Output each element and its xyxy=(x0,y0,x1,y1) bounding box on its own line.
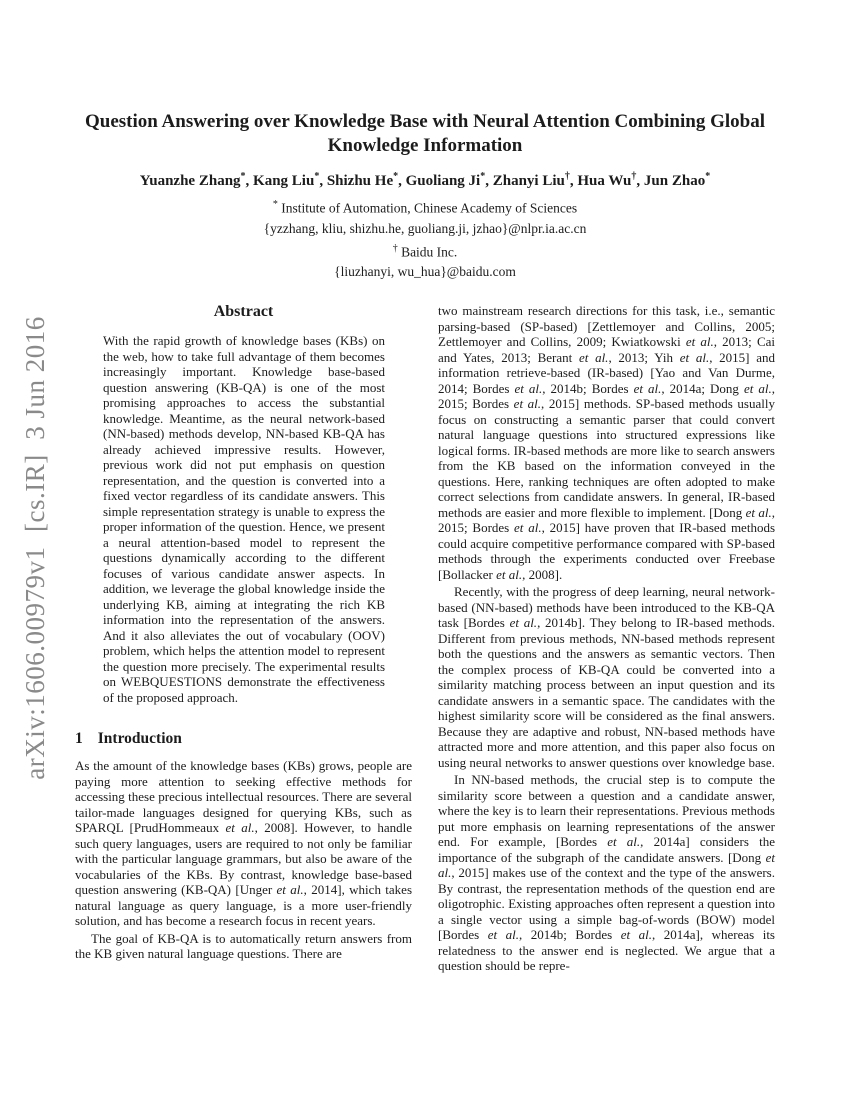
author-mark: * xyxy=(480,171,486,182)
abstract-text: With the rapid growth of knowledge bases (KBs) on the web, how to take full advantage of them becomes increasingly important. Knowledge base-based question answering (KB-QA) is one of the most promising approaches to access the substantial knowledge. Meantime, as the neural network-based (NN-based) methods develop, NN-based KB-QA has already achieved impressive results. However, previous work did not put emphasis on question representation, and the question is converted into a fixed vector regardless of its candidate answers. This simple representation strategy is unable to express the proper information of the question. Hence, we present a neural attention-based model to represent the questions dynamically according to the different focuses of various candidate answer aspects. In addition, we leverage the global knowledge inside the underlying KB, aiming at integrating the rich KB information into the representation of the answers. And it also alleviates the out of vocabulary (OOV) problem, which helps the attention model to represent the question more precisely. The experimental results on WEBQUESTIONS demonstrate the effectiveness of the proposed approach. xyxy=(103,333,385,705)
paragraph: Recently, with the progress of deep learning, neural network-based (NN-based) methods have been introduced to the KB-QA task [Bordes et al., 2014b]. They belong to IR-based methods. Different from previous methods, NN-based methods represent both the questions and the answers as semantic vectors. Then the complex process of KB-QA could be converted into a similarity matching process between an input question and its candidate answers in a semantic space. The candidates with the highest similarity score will be considered as the final answers. Because they are adaptive and robust, NN-based methods have attracted more and more attention, and this paper also focus on using neural networks to answer questions over knowledge base. xyxy=(438,584,775,770)
affiliation-line: {liuzhanyi, wu_hua}@baidu.com xyxy=(334,264,516,279)
author-mark: † xyxy=(631,171,637,182)
paragraph: In NN-based methods, the crucial step is to compute the similarity score between a question and a candidate answer, where the key is to learn their representations. Previous methods put more emphasis on learning representations of the answer end. For example, [Bordes et al., 2014a] considers the importance of the subgraph of the candidate answers. [Dong et al., 2015] makes use of the context and the type of the answers. By contrast, the representation methods of the question end are oligotrophic. Existing approaches often represent a question into a single vector using a simple bag-of-words (BOW) model [Bordes et al., 2014b; Bordes et al., 2014a], whereas its relatedness to the answer end is neglected. We argue that a question should be repre- xyxy=(438,772,775,973)
affiliation-line: * Institute of Automation, Chinese Academy of Sciences xyxy=(272,199,578,216)
arxiv-watermark: arXiv:1606.00979v1 [cs.IR] 3 Jun 2016 xyxy=(20,316,50,780)
paper-header xyxy=(0,0,850,282)
author-mark: * xyxy=(705,171,711,182)
left-column-paragraphs xyxy=(75,758,412,962)
section-number: 1 xyxy=(75,730,83,747)
author-mark: * xyxy=(314,171,320,182)
author-line: Yuanzhe Zhang*, Kang Liu*, Shizhu He*, Guoliang Ji*, Zhanyi Liu†, Hua Wu†, Jun Zhao* xyxy=(139,171,711,189)
author-mark: * xyxy=(393,171,399,182)
affiliation-line: {yzzhang, kliu, shizhu.he, guoliang.ji, jzhao}@nlpr.ia.ac.cn xyxy=(263,220,587,236)
paragraph: two mainstream research directions for this task, i.e., semantic parsing-based (SP-based) [Zettlemoyer and Collins, 2005; Zettlemoyer and Collins, 2009; Kwiatkowski et al., 2013; Cai and Yates, 2013; Berant et al., 2013; Yih et al., 2015] and information retrieve-based (IR-based) [Yao and Van Durme, 2014; Bordes et al., 2014b; Bordes et al., 2014a; Dong et al., 2015; Bordes et al., 2015] methods. SP-based methods usually focus on constructing a semantic parser that could convert natural language questions into structured expressions like logical forms. IR-based methods are more like to search answers from the KB based on the information conveyed in the questions. Here, ranking techniques are often adopted to make correct selections from candidate answers. In general, IR-based methods are easier and more flexible to implement. [Dong et al., 2015; Bordes et al., 2015] have proven that IR-based methods could acquire competitive performance compared with SP-based methods through the experiments conducted over Freebase [Bollacker et al., 2008]. xyxy=(438,303,776,582)
affiliation-line: † Baidu Inc. xyxy=(392,242,458,259)
author-mark: * xyxy=(240,171,246,182)
affiliation-block xyxy=(0,195,850,282)
paragraph: As the amount of the knowledge bases (KBs) grows, people are paying more attention to seeking effective methods for accessing these precious intellectual resources. There are several tailor-made languages designed for querying KBs, such as SPARQL [PrudHommeaux et al., 2008]. However, to handle such query languages, users are required to not only be familiar with the particular language grammars, but also be aware of the vocabularies of the KBs. By contrast, knowledge base-based question answering (KB-QA) [Unger et al., 2014], which takes natural language as query language, is a more user-friendly solution, and has become a research focus in recent years. xyxy=(75,758,413,928)
left-column xyxy=(75,303,412,974)
abstract-heading: Abstract xyxy=(213,303,274,320)
right-column-paragraphs xyxy=(438,303,775,974)
paragraph: The goal of KB-QA is to automatically return answers from the KB given natural language questions. There are xyxy=(75,930,412,961)
author-mark: † xyxy=(564,171,570,182)
paper-title: Question Answering over Knowledge Base with Neural Attention Combining Global Knowledge Information xyxy=(84,111,765,156)
right-column xyxy=(438,303,775,974)
section-title: Introduction xyxy=(97,730,182,747)
two-column-body xyxy=(75,303,775,974)
section-heading-introduction xyxy=(75,730,412,748)
